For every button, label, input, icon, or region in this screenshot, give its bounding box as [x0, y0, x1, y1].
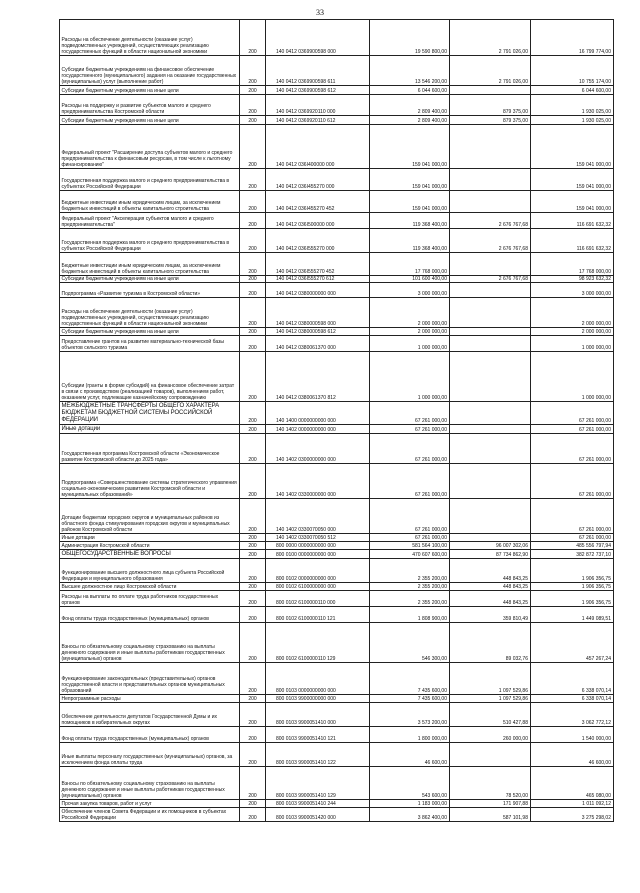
classification-code-cell: 800 0103 9900000000 000 [266, 695, 370, 703]
classification-code-cell: 140 0412 036I500000 000 [266, 213, 370, 229]
amount-cell: 2 355 200,00 [369, 559, 449, 583]
change-cell: 448 843,25 [449, 583, 530, 591]
amount-cell: 67 261 000,00 [369, 402, 449, 425]
dept-code-cell: 200 [240, 591, 266, 607]
result-amount-cell: 116 691 632,32 [530, 229, 613, 253]
change-cell: 359 810,49 [449, 607, 530, 623]
row-name-cell: Федеральный проект "Расширение доступа субъектов малого и среднего предпринимательства к финансовым ресурсам, в том числе к льготному финансированию" [60, 125, 240, 169]
dept-code-cell: 200 [240, 743, 266, 767]
table-row [60, 767, 614, 800]
amount-cell: 2 000 000,00 [369, 298, 449, 328]
result-amount-cell: 10 755 174,00 [530, 56, 613, 86]
amount-cell: 159 041 000,00 [369, 169, 449, 191]
change-cell: 96 007 302,06 [449, 542, 530, 550]
table-row [60, 550, 614, 559]
change-cell [449, 402, 530, 425]
amount-cell: 67 261 000,00 [369, 425, 449, 434]
change-cell: 2 791 026,00 [449, 20, 530, 56]
table-row [60, 352, 614, 402]
dept-code-cell: 200 [240, 425, 266, 434]
row-name-cell: Иные дотации [60, 425, 240, 434]
dept-code-cell: 200 [240, 191, 266, 213]
amount-cell: 1 808 900,00 [369, 607, 449, 623]
row-name-cell: Бюджетные инвестиции иным юридическим лицам, за исключением бюджетных инвестиций в объекты капитального строительства [60, 191, 240, 213]
change-cell [449, 434, 530, 464]
amount-cell: 119 368 400,00 [369, 213, 449, 229]
classification-code-cell: 140 0412 036I455270 000 [266, 169, 370, 191]
row-name-cell: Взносы по обязательному социальному страхованию на выплаты денежного содержания и иные выплаты работникам государственных (муниципальных) органов [60, 767, 240, 800]
row-name-cell: Государственная поддержка малого и среднего предпринимательства в субъектах Российской Федерации [60, 229, 240, 253]
dept-code-cell: 200 [240, 464, 266, 499]
classification-code-cell: 140 1402 0330070050 512 [266, 534, 370, 542]
dept-code-cell: 200 [240, 95, 266, 116]
classification-code-cell: 800 0103 9900051410 244 [266, 800, 370, 808]
row-name-cell: ОБЩЕГОСУДАРСТВЕННЫЕ ВОПРОСЫ [60, 550, 240, 559]
change-cell [449, 328, 530, 336]
table-row [60, 695, 614, 703]
dept-code-cell: 200 [240, 125, 266, 169]
classification-code-cell: 140 0412 0380061370 000 [266, 336, 370, 352]
table-row [60, 328, 614, 336]
change-cell [449, 464, 530, 499]
amount-cell: 2 809 400,00 [369, 95, 449, 116]
table-row [60, 425, 614, 434]
change-cell [449, 253, 530, 276]
change-cell: 1 097 529,86 [449, 695, 530, 703]
amount-cell: 67 261 000,00 [369, 464, 449, 499]
classification-code-cell: 140 0412 0380061370 812 [266, 352, 370, 402]
change-cell [449, 534, 530, 542]
change-cell: 2 676 767,68 [449, 213, 530, 229]
table-row [60, 808, 614, 822]
row-name-cell: Фонд оплаты труда государственных (муниципальных) органов [60, 727, 240, 743]
table-row [60, 95, 614, 116]
amount-cell: 101 600 400,00 [369, 276, 449, 283]
row-name-cell: Расходы на выплаты по оплате труда работников государственных органов [60, 591, 240, 607]
amount-cell: 546 300,00 [369, 623, 449, 663]
change-cell: 87 734 862,90 [449, 550, 530, 559]
change-cell: 879 375,00 [449, 95, 530, 116]
row-name-cell: Расходы на обеспечение деятельности (оказание услуг) подведомственных учреждений, осуществляющих реализацию государственных функций в области национальной экономики [60, 298, 240, 328]
result-amount-cell: 1 011 092,12 [530, 800, 613, 808]
table-row [60, 56, 614, 86]
classification-code-cell: 800 0102 0000000000 000 [266, 559, 370, 583]
row-name-cell: Высшее должностное лицо Костромской области [60, 583, 240, 591]
classification-code-cell: 140 1402 0300000000 000 [266, 434, 370, 464]
classification-code-cell: 800 0103 9900051410 121 [266, 727, 370, 743]
amount-cell: 3 573 200,00 [369, 703, 449, 727]
row-name-cell: Расходы на обеспечение деятельности (оказание услуг) подведомственных учреждений, осуществляющих реализацию государственных функций в области национальной экономики [60, 20, 240, 56]
result-amount-cell: 1 906 356,75 [530, 591, 613, 607]
classification-code-cell: 140 0412 0380000000 000 [266, 283, 370, 298]
classification-code-cell: 140 0412 036I455270 452 [266, 191, 370, 213]
row-name-cell: Фонд оплаты труда государственных (муниципальных) органов [60, 607, 240, 623]
amount-cell: 19 590 800,00 [369, 20, 449, 56]
dept-code-cell: 200 [240, 116, 266, 125]
change-cell [449, 352, 530, 402]
classification-code-cell: 140 0412 0369920110 612 [266, 116, 370, 125]
result-amount-cell: 1 906 356,75 [530, 583, 613, 591]
amount-cell: 13 546 200,00 [369, 56, 449, 86]
result-amount-cell: 2 000 000,00 [530, 298, 613, 328]
dept-code-cell: 200 [240, 336, 266, 352]
dept-code-cell: 200 [240, 542, 266, 550]
result-amount-cell: 382 872 737,10 [530, 550, 613, 559]
amount-cell: 2 809 400,00 [369, 116, 449, 125]
dept-code-cell: 200 [240, 328, 266, 336]
row-name-cell: Обеспечение членов Совета Федерации и их помощников в субъектах Российской Федерации [60, 808, 240, 822]
amount-cell: 67 261 000,00 [369, 499, 449, 534]
change-cell: 171 907,88 [449, 800, 530, 808]
amount-cell: 1 183 000,00 [369, 800, 449, 808]
classification-code-cell: 800 0100 0000000000 000 [266, 550, 370, 559]
row-name-cell: Функционирование высшего должностного лица субъекта Российской Федерации и муниципального образования [60, 559, 240, 583]
change-cell: 1 097 529,86 [449, 663, 530, 695]
classification-code-cell: 140 0412 0369900598 611 [266, 56, 370, 86]
amount-cell: 1 800 000,00 [369, 727, 449, 743]
dept-code-cell: 200 [240, 703, 266, 727]
dept-code-cell: 200 [240, 695, 266, 703]
amount-cell: 119 368 400,00 [369, 229, 449, 253]
budget-table [59, 19, 614, 822]
change-cell [449, 86, 530, 95]
classification-code-cell: 140 0412 036I555270 452 [266, 253, 370, 276]
row-name-cell: Подпрограмма «Совершенствование системы стратегического управления социально-экономическим развитием Костромской области и муниципальных образований» [60, 464, 240, 499]
result-amount-cell: 67 261 000,00 [530, 534, 613, 542]
result-amount-cell: 1 930 025,00 [530, 116, 613, 125]
dept-code-cell: 200 [240, 352, 266, 402]
change-cell: 89 032,76 [449, 623, 530, 663]
change-cell [449, 499, 530, 534]
amount-cell: 2 355 200,00 [369, 591, 449, 607]
result-amount-cell: 1 000 000,00 [530, 336, 613, 352]
table-row [60, 125, 614, 169]
amount-cell: 159 041 000,00 [369, 191, 449, 213]
result-amount-cell: 6 044 600,00 [530, 86, 613, 95]
table-row [60, 542, 614, 550]
result-amount-cell: 2 000 000,00 [530, 328, 613, 336]
classification-code-cell: 140 1400 0000000000 000 [266, 402, 370, 425]
table-row [60, 499, 614, 534]
row-name-cell: Субсидии бюджетным учреждениям на иные цели [60, 116, 240, 125]
classification-code-cell: 140 0412 036I555270 612 [266, 276, 370, 283]
amount-cell: 67 261 000,00 [369, 534, 449, 542]
dept-code-cell: 200 [240, 20, 266, 56]
classification-code-cell: 800 0103 9900051410 122 [266, 743, 370, 767]
classification-code-cell: 800 0102 6100000000 000 [266, 583, 370, 591]
result-amount-cell: 67 261 000,00 [530, 434, 613, 464]
classification-code-cell: 800 0103 9900051410 129 [266, 767, 370, 800]
result-amount-cell: 17 768 000,00 [530, 253, 613, 276]
result-amount-cell: 46 600,00 [530, 743, 613, 767]
table-row [60, 743, 614, 767]
dept-code-cell: 200 [240, 283, 266, 298]
row-name-cell: Иные выплаты персоналу государственных (муниципальных) органов, за исключением фонда оплаты труда [60, 743, 240, 767]
result-amount-cell: 1 906 356,75 [530, 559, 613, 583]
dept-code-cell: 200 [240, 727, 266, 743]
classification-code-cell: 800 0102 6100000110 000 [266, 591, 370, 607]
table-row [60, 591, 614, 607]
dept-code-cell: 200 [240, 534, 266, 542]
change-cell: 587 101,98 [449, 808, 530, 822]
table-row [60, 86, 614, 95]
change-cell: 260 000,00 [449, 727, 530, 743]
result-amount-cell: 16 799 774,00 [530, 20, 613, 56]
amount-cell: 3 000 000,00 [369, 283, 449, 298]
result-amount-cell: 159 041 000,00 [530, 169, 613, 191]
amount-cell: 7 435 600,00 [369, 663, 449, 695]
table-row [60, 336, 614, 352]
change-cell [449, 298, 530, 328]
result-amount-cell: 1 000 000,00 [530, 352, 613, 402]
row-name-cell: МЕЖБЮДЖЕТНЫЕ ТРАНСФЕРТЫ ОБЩЕГО ХАРАКТЕРА БЮДЖЕТАМ БЮДЖЕТНОЙ СИСТЕМЫ РОССИЙСКОЙ ФЕДЕРАЦИИ [60, 402, 240, 425]
classification-code-cell: 800 0103 0000000000 000 [266, 663, 370, 695]
change-cell: 879 375,00 [449, 116, 530, 125]
dept-code-cell: 200 [240, 767, 266, 800]
row-name-cell: Субсидии бюджетным учреждениям на иные цели [60, 86, 240, 95]
row-name-cell: Бюджетные инвестиции иным юридическим лицам, за исключением бюджетных инвестиций в объекты капитального строительства [60, 253, 240, 276]
amount-cell: 2 355 200,00 [369, 583, 449, 591]
change-cell [449, 283, 530, 298]
result-amount-cell: 67 261 000,00 [530, 402, 613, 425]
table-row [60, 213, 614, 229]
result-amount-cell: 67 261 000,00 [530, 499, 613, 534]
table-row [60, 283, 614, 298]
table-row [60, 276, 614, 283]
result-amount-cell: 3 062 772,12 [530, 703, 613, 727]
dept-code-cell: 200 [240, 253, 266, 276]
amount-cell: 1 000 000,00 [369, 336, 449, 352]
result-amount-cell: 67 261 000,00 [530, 425, 613, 434]
result-amount-cell: 485 556 797,94 [530, 542, 613, 550]
row-name-cell: Государственная программа Костромской области «Экономическое развитие Костромской области до 2025 года» [60, 434, 240, 464]
page-number: 33 [316, 8, 324, 17]
change-cell: 510 427,88 [449, 703, 530, 727]
row-name-cell: Федеральный проект "Акселерация субъектов малого и среднего предпринимательства" [60, 213, 240, 229]
table-row [60, 298, 614, 328]
classification-code-cell: 140 1402 0330070050 000 [266, 499, 370, 534]
classification-code-cell: 800 0103 9900051410 000 [266, 703, 370, 727]
change-cell: 78 520,00 [449, 767, 530, 800]
classification-code-cell: 140 1402 0000000000 000 [266, 425, 370, 434]
row-name-cell: Субсидии бюджетным учреждениям на иные цели [60, 328, 240, 336]
table-row [60, 253, 614, 276]
classification-code-cell: 140 0412 036I555270 000 [266, 229, 370, 253]
amount-cell: 7 435 600,00 [369, 695, 449, 703]
table-row [60, 229, 614, 253]
dept-code-cell: 200 [240, 607, 266, 623]
dept-code-cell: 200 [240, 56, 266, 86]
classification-code-cell: 800 0102 6100000110 129 [266, 623, 370, 663]
table-row [60, 623, 614, 663]
dept-code-cell: 200 [240, 800, 266, 808]
classification-code-cell: 140 0412 0380000598 000 [266, 298, 370, 328]
dept-code-cell: 200 [240, 499, 266, 534]
table-row [60, 583, 614, 591]
dept-code-cell: 200 [240, 276, 266, 283]
change-cell: 2 676 767,68 [449, 229, 530, 253]
amount-cell: 46 600,00 [369, 743, 449, 767]
dept-code-cell: 200 [240, 402, 266, 425]
table-row [60, 20, 614, 56]
amount-cell: 159 041 000,00 [369, 125, 449, 169]
table-row [60, 402, 614, 425]
dept-code-cell: 200 [240, 298, 266, 328]
dept-code-cell: 200 [240, 559, 266, 583]
amount-cell: 2 000 000,00 [369, 328, 449, 336]
row-name-cell: Дотации бюджетам городских округов и муниципальных районов из областного фонда стимулирования городских округов и муниципальных районов Костромской области [60, 499, 240, 534]
result-amount-cell: 67 261 000,00 [530, 464, 613, 499]
change-cell [449, 743, 530, 767]
change-cell [449, 125, 530, 169]
dept-code-cell: 200 [240, 434, 266, 464]
result-amount-cell: 159 041 000,00 [530, 191, 613, 213]
table-row [60, 464, 614, 499]
row-name-cell: Взносы по обязательному социальному страхованию на выплаты денежного содержания и иные выплаты работникам государственных (муниципальных) органов [60, 623, 240, 663]
table-row [60, 703, 614, 727]
row-name-cell: Субсидии (гранты в форме субсидий) на финансовое обеспечение затрат в связи с производством (реализацией товаров), выполнением работ, оказанием услуг, подлежащие казначейскому сопровождению [60, 352, 240, 402]
dept-code-cell: 200 [240, 86, 266, 95]
result-amount-cell: 159 041 000,00 [530, 125, 613, 169]
amount-cell: 17 768 000,00 [369, 253, 449, 276]
result-amount-cell: 98 923 632,32 [530, 276, 613, 283]
row-name-cell: Обеспечение деятельности депутатов Государственной Думы и их помощников в избирательных округах [60, 703, 240, 727]
result-amount-cell: 1 540 000,00 [530, 727, 613, 743]
dept-code-cell: 200 [240, 550, 266, 559]
row-name-cell: Администрация Костромской области [60, 542, 240, 550]
change-cell [449, 425, 530, 434]
change-cell: 448 843,25 [449, 559, 530, 583]
amount-cell: 543 600,00 [369, 767, 449, 800]
table-row [60, 534, 614, 542]
table-row [60, 169, 614, 191]
amount-cell: 1 000 000,00 [369, 352, 449, 402]
classification-code-cell: 140 0412 036I400000 000 [266, 125, 370, 169]
amount-cell: 67 261 000,00 [369, 434, 449, 464]
result-amount-cell: 3 275 298,02 [530, 808, 613, 822]
amount-cell: 470 607 600,00 [369, 550, 449, 559]
row-name-cell: Расходы на поддержку и развитие субъектов малого и среднего предпринимательства Костромской области [60, 95, 240, 116]
result-amount-cell: 457 267,24 [530, 623, 613, 663]
change-cell [449, 336, 530, 352]
amount-cell: 581 564 100,00 [369, 542, 449, 550]
change-cell: 2 676 767,68 [449, 276, 530, 283]
row-name-cell: Субсидии бюджетным учреждениям на финансовое обеспечение государственного (муниципального) задания на оказание государственных (муниципальных) услуг (выполнение работ) [60, 56, 240, 86]
classification-code-cell: 800 0000 0000000000 000 [266, 542, 370, 550]
row-name-cell: Иные дотации [60, 534, 240, 542]
result-amount-cell: 1 930 025,00 [530, 95, 613, 116]
classification-code-cell: 800 0103 9900051420 000 [266, 808, 370, 822]
dept-code-cell: 200 [240, 229, 266, 253]
table-row [60, 434, 614, 464]
dept-code-cell: 200 [240, 169, 266, 191]
classification-code-cell: 140 1402 0330000000 000 [266, 464, 370, 499]
result-amount-cell: 6 338 070,14 [530, 695, 613, 703]
classification-code-cell: 800 0102 6100000110 121 [266, 607, 370, 623]
result-amount-cell: 1 449 089,51 [530, 607, 613, 623]
row-name-cell: Государственная поддержка малого и среднего предпринимательства в субъектах Российской Федерации [60, 169, 240, 191]
change-cell: 2 791 026,00 [449, 56, 530, 86]
amount-cell: 3 862 400,00 [369, 808, 449, 822]
table-row [60, 116, 614, 125]
classification-code-cell: 140 0412 0380000598 612 [266, 328, 370, 336]
row-name-cell: Подпрограмма «Развитие туризма в Костромской области» [60, 283, 240, 298]
dept-code-cell: 200 [240, 808, 266, 822]
table-row [60, 663, 614, 695]
amount-cell: 6 044 600,00 [369, 86, 449, 95]
classification-code-cell: 140 0412 0369900598 000 [266, 20, 370, 56]
change-cell [449, 191, 530, 213]
budget-table-body [60, 20, 614, 822]
result-amount-cell: 465 080,00 [530, 767, 613, 800]
change-cell: 448 843,25 [449, 591, 530, 607]
table-row [60, 559, 614, 583]
dept-code-cell: 200 [240, 663, 266, 695]
result-amount-cell: 6 338 070,14 [530, 663, 613, 695]
change-cell [449, 169, 530, 191]
row-name-cell: Предоставление грантов на развитие материально-технической базы объектов сельского туризма [60, 336, 240, 352]
table-row [60, 800, 614, 808]
dept-code-cell: 200 [240, 583, 266, 591]
row-name-cell: Прочая закупка товаров, работ и услуг [60, 800, 240, 808]
row-name-cell: Функционирование законодательных (представительных) органов государственной власти и представительных органов муниципальных образований [60, 663, 240, 695]
classification-code-cell: 140 0412 0369900598 612 [266, 86, 370, 95]
result-amount-cell: 3 000 000,00 [530, 283, 613, 298]
row-name-cell: Непрограммные расходы [60, 695, 240, 703]
table-row [60, 607, 614, 623]
dept-code-cell: 200 [240, 623, 266, 663]
result-amount-cell: 116 691 632,32 [530, 213, 613, 229]
table-row [60, 727, 614, 743]
dept-code-cell: 200 [240, 213, 266, 229]
row-name-cell: Субсидии бюджетным учреждениям на иные цели [60, 276, 240, 283]
table-row [60, 191, 614, 213]
classification-code-cell: 140 0412 0369920110 000 [266, 95, 370, 116]
